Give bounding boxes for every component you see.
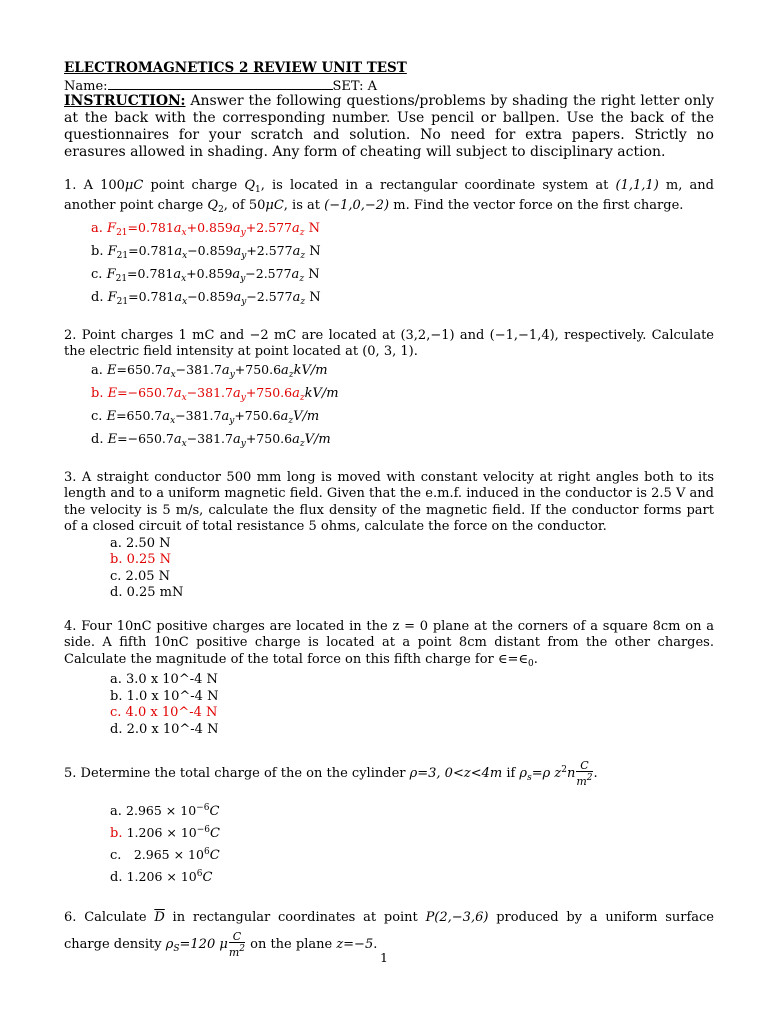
- question-2: [64, 328, 714, 453]
- question-1-options: [91, 219, 714, 311]
- question-1: [64, 178, 714, 311]
- q5-fraction: $\frac{C}{m^2}$: [576, 759, 593, 788]
- q4-option-b: b. 1.0 x 10^-4 N: [110, 688, 219, 704]
- q2-option-c: c. $E=650.7a_x-381.7a_y+750.6a_zV/m$: [91, 407, 320, 426]
- q5-option-c: c. $2.965 \times 10^6C$: [110, 847, 220, 863]
- question-2-options: [91, 361, 714, 453]
- question-2-text: 2. Point charges 1 mC and −2 mC are located at (3,2,−1) and (−1,−1,4), respectively. Calculate the electric field intensity at point located at (0, 3, 1).: [64, 327, 714, 359]
- name-blank: [108, 77, 333, 90]
- instruction-label: INSTRUCTION:: [64, 92, 186, 109]
- question-3-text: 3. A straight conductor 500 mm long is moved with constant velocity at right angles both to its length and to a uniform magnetic field. Given that the e.m.f. induced in the conductor is 2.5 V and the velocity is 5 m/s, calculate the flux density of the magnetic field. If the conductor forms part of a closed circuit of total resistance 5 ohms, calculate the force on the conductor.: [64, 469, 714, 534]
- instruction-text: Answer the following questions/problems by shading the right letter only at the back with the corresponding number. Use pencil or ballpen. Use the back of the questionnaires for your scratch and solution. No need for extra papers. Strictly no erasures allowed in shading. Any form of cheating will subject to disciplinary action.: [64, 92, 714, 160]
- q5-option-b: b. $1.206 \times 10^{-6}C$: [110, 825, 220, 841]
- q2-option-b: b. $E=-650.7a_x-381.7a_y+750.6a_zkV/m$: [91, 384, 339, 403]
- instructions: [64, 93, 714, 161]
- question-4: [64, 619, 714, 739]
- set-label: SET: A: [332, 78, 378, 94]
- question-5-text: 5. Determine the total charge of the on the cylinder ρ=3, 0<z<4m if $\rho_s=\rho$ $z^2n$ $\frac{C}{m^2}$ .: [64, 759, 598, 788]
- question-3: [64, 470, 714, 602]
- question-4-options: [110, 672, 714, 738]
- q5-option-a: a. $2.965 \times 10^{-6}C$: [110, 803, 220, 819]
- q1-option-c: c. $F_{21}=0.781a_x+0.859a_y-2.577a_z$ N: [91, 265, 320, 284]
- page-title: ELECTROMAGNETICS 2 REVIEW UNIT TEST: [64, 60, 407, 76]
- question-4-text: 4. Four 10nC positive charges are located in the z = 0 plane at the corners of a square 8cm on a side. A fifth 10nC positive charge is located at a point 8cm distant from the other charges. Calculate the magnitude of the total force on this fifth charge for $\in=\in_0$.: [64, 618, 714, 669]
- name-line: [64, 77, 714, 93]
- q6-fraction: $\frac{C}{m^2}$: [228, 930, 245, 959]
- name-label: Name:: [64, 78, 108, 94]
- q3-option-c: c. 2.05 N: [110, 568, 170, 584]
- q4-option-a: a. 3.0 x 10^-4 N: [110, 672, 218, 687]
- question-5: [64, 760, 714, 887]
- document-page: [64, 60, 714, 962]
- q3-option-d: d. 0.25 mN: [110, 585, 184, 600]
- q2-option-d: d. $E=-650.7a_x-381.7a_y+750.6a_zV/m$: [91, 430, 331, 449]
- q4-option-d: d. 2.0 x 10^-4 N: [110, 721, 219, 737]
- q1-option-a: a. $F_{21}=0.781a_x+0.859a_y+2.577a_z$ N: [91, 219, 321, 238]
- page-number: 1: [380, 950, 388, 965]
- q4-option-c: c. 4.0 x 10^-4 N: [110, 705, 218, 720]
- question-3-options: [110, 536, 714, 602]
- q3-option-b: b. 0.25 N: [110, 552, 172, 567]
- q2-option-a: a. $E=650.7a_x-381.7a_y+750.6a_zkV/m$: [91, 361, 328, 380]
- question-1-text: 1. A 100μC point charge $Q_1$, is located in a rectangular coordinate system at (1,1,1) m, and another point charge $Q_2$, of 50μC, is at (−1,0,−2) m. Find the vector force on the first charge.: [64, 177, 714, 215]
- q1-option-d: d. $F_{21}=0.781a_x-0.859a_y-2.577a_z$ N: [91, 288, 321, 307]
- q1-option-b: b. $F_{21}=0.781a_x-0.859a_y+2.577a_z$ N: [91, 242, 321, 261]
- q3-option-a: a. 2.50 N: [110, 535, 171, 551]
- question-5-options: [110, 799, 714, 887]
- question-6-text: 6. Calculate $\overline{D}$ in rectangular coordinates at point P(2,−3,6) produced by a uniform surface charge density $\rho_S=120$ μ $\frac{C}{m^2}$ on the plane z=−5.: [64, 910, 714, 959]
- q5-option-d: d. $1.206 \times 10^6C$: [110, 869, 213, 885]
